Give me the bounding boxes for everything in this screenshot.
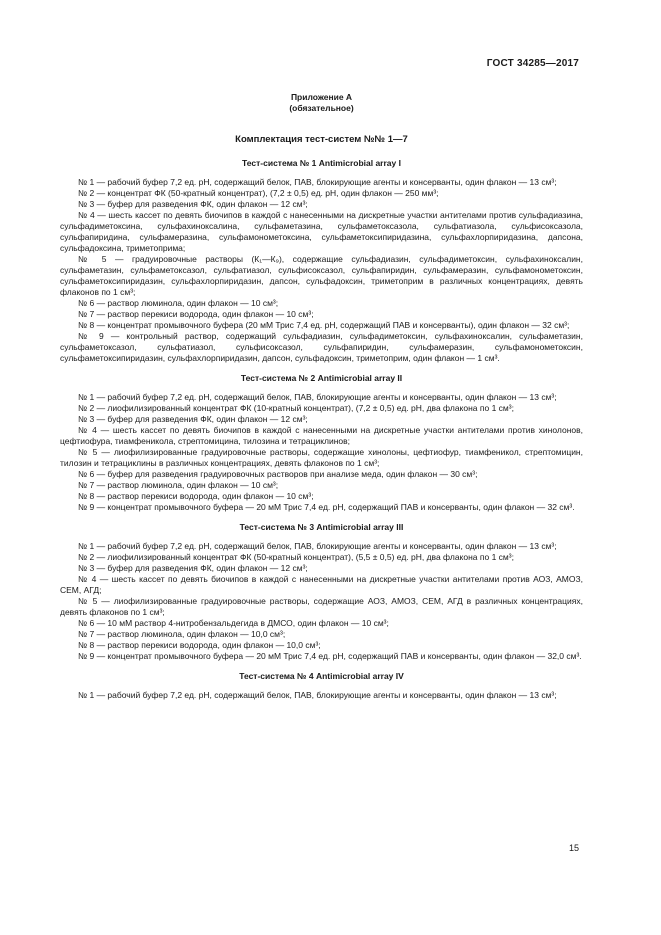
- section-title: Тест-система № 4 Antimicrobial array IV: [239, 671, 404, 681]
- list-item: № 7 — раствор люминола, один флакон — 10 см³;: [78, 480, 279, 490]
- list-item: № 1 — рабочий буфер 7,2 ед. рН, содержащий белок, ПАВ, блокирующие агенты и консерванты, один флакон — 13 см³;: [78, 392, 557, 402]
- standard-header: ГОСТ 34285—2017: [486, 58, 579, 69]
- list-item: № 7 — раствор люминола, один флакон — 10,0 см³;: [78, 629, 286, 639]
- list-item: № 7 — раствор перекиси водорода, один флакон — 10 см³;: [78, 309, 314, 319]
- list-item: № 3 — буфер для разведения ФК, один флакон — 12 см³;: [78, 199, 308, 209]
- section-1: [60, 158, 583, 364]
- list-item: № 6 — буфер для разведения градуировочных растворов при анализе меда, один флакон — 30 см³;: [78, 469, 478, 479]
- list-item: № 4 — шесть кассет по девять биочипов в каждой с нанесенными на дискретные участки антителами против хинолонов, цефтиофура, тиамфеникола, стрептомицина, тилозина и тетрациклинов;: [60, 425, 583, 446]
- page-content: [60, 92, 583, 701]
- list-item: № 8 — раствор перекиси водорода, один флакон — 10,0 см³;: [78, 640, 321, 650]
- list-item: № 2 — концентрат ФК (50-кратный концентрат), (7,2 ± 0,5) ед. рН, один флакон — 250 мм³;: [78, 188, 439, 198]
- page-number: 15: [568, 843, 579, 853]
- annex-title: Приложение А: [290, 92, 353, 102]
- main-title: Комплектация тест-систем №№ 1—7: [235, 134, 408, 145]
- list-item: № 1 — рабочий буфер 7,2 ед. рН, содержащий белок, ПАВ, блокирующие агенты и консерванты, один флакон — 13 см³;: [78, 541, 557, 551]
- list-item: № 4 — шесть кассет по девять биочипов в каждой с нанесенными на дискретные участки антителами против АОЗ, АМОЗ, СЕМ, АГД;: [60, 574, 583, 595]
- section-2: [60, 373, 583, 513]
- section-4: [60, 671, 583, 701]
- list-item: № 9 — концентрат промывочного буфера — 20 мМ Трис 7,4 ед. рН, содержащий ПАВ и консерванты, один флакон — 32,0 см³.: [78, 651, 582, 661]
- section-title: Тест-система № 3 Antimicrobial array III: [239, 522, 404, 532]
- list-item: № 8 — раствор перекиси водорода, один флакон — 10 см³;: [78, 491, 314, 501]
- list-item: № 1 — рабочий буфер 7,2 ед. рН, содержащий белок, ПАВ, блокирующие агенты и консерванты, один флакон — 13 см³;: [78, 177, 557, 187]
- section-3: [60, 522, 583, 662]
- list-item: № 8 — концентрат промывочного буфера (20 мМ Трис 7,4 ед. рН, содержащий ПАВ и консерванты), один флакон — 32 см³;: [78, 320, 570, 330]
- list-item: № 2 — лиофилизированный концентрат ФК (50-кратный концентрат), (5,5 ± 0,5) ед. рН, два флакона по 1 см³;: [78, 552, 514, 562]
- annex-subtitle: (обязательное): [289, 103, 354, 113]
- list-item: № 3 — буфер для разведения ФК, один флакон — 12 см³;: [78, 414, 308, 424]
- section-title: Тест-система № 1 Antimicrobial array I: [242, 158, 401, 168]
- list-item: № 1 — рабочий буфер 7,2 ед. рН, содержащий белок, ПАВ, блокирующие агенты и консерванты, один флакон — 13 см³;: [78, 690, 557, 700]
- list-item: № 3 — буфер для разведения ФК, один флакон — 12 см³;: [78, 563, 308, 573]
- list-item: № 9 — контрольный раствор, содержащий сульфадиазин, сульфадиметоксин, сульфахиноксалин, сульфаметазин, сульфаметоксазол, сульфатиазол, сульфисоксазол, сульфапиридин, сульфамеразин, сульфамонометоксин, сульфаметоксипиридазин, сульфахлорпиридазин, дапсон, сульфадоксин, триметоприм, один флакон — 1 см³.: [60, 331, 583, 363]
- list-item: № 5 — лиофилизированные градуировочные растворы, содержащие АОЗ, АМОЗ, СЕМ, АГД в различных концентрациях, девять флаконов по 1 см³;: [60, 596, 583, 617]
- list-item: № 4 — шесть кассет по девять биочипов в каждой с нанесенными на дискретные участки антителами против сульфадиазина, сульфадиметоксина, сульфахиноксалина, сульфаметазина, сульфаметоксазола, сульфатиазола, сульфисоксазола, сульфапиридина, сульфамеразина, сульфамонометоксина, сульфаметоксипиридазина, сульфахлорпиридазина, дапсона, сульфадоксина, триметоприма;: [60, 210, 583, 253]
- list-item: № 6 — раствор люминола, один флакон — 10 см³;: [78, 298, 279, 308]
- list-item: № 9 — концентрат промывочного буфера — 20 мМ Трис 7,4 ед. рН, содержащий ПАВ и консерванты, один флакон — 32 см³.: [78, 502, 575, 512]
- section-title: Тест-система № 2 Antimicrobial array II: [240, 373, 403, 383]
- list-item: № 5 — лиофилизированные градуировочные растворы, содержащие хинолоны, цефтиофур, тиамфеникол, стрептомицин, тилозин и тетрациклины в различных концентрациях, девять флаконов по 1 см³;: [60, 447, 583, 468]
- list-item: № 2 — лиофилизированный концентрат ФК (10-кратный концентрат), (7,2 ± 0,5) ед. рН, два флакона по 1 см³;: [78, 403, 514, 413]
- list-item: № 5 — градуировочные растворы (К₁—К₉), содержащие сульфадиазин, сульфадиметоксин, сульфахиноксалин, сульфаметазин, сульфаметоксазол, сульфатиазол, сульфисоксазол, сульфапиридин, сульфамеразин, сульфамонометоксин, сульфаметоксипиридазин, сульфахлорпиридазин, дапсон, сульфадоксин, триметоприм в различных концентрациях, девять флаконов по 1 см³;: [60, 254, 583, 297]
- list-item: № 6 — 10 мМ раствор 4-нитробензальдегида в ДМСО, один флакон — 10 см³;: [78, 618, 389, 628]
